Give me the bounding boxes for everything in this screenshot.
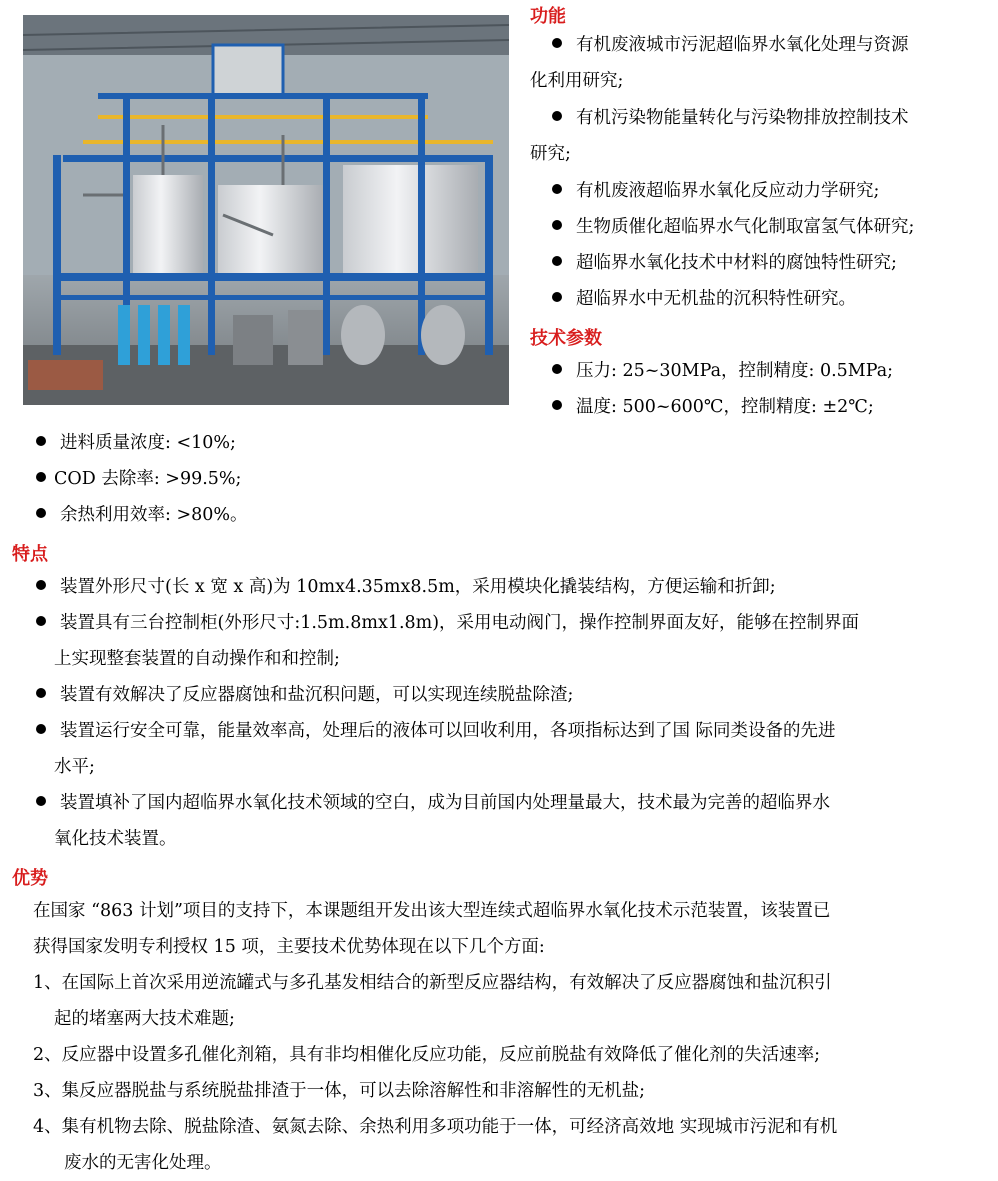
numbered-item-continuation: 废水的无害化处理。 — [64, 1153, 222, 1173]
section-heading-advantages: 优势 — [12, 868, 48, 889]
bullet-icon — [36, 472, 46, 482]
bullet-icon — [552, 220, 562, 230]
numbered-item: 2、反应器中设置多孔催化剂箱，具有非均相催化反应功能，反应前脱盐有效降低了催化剂的失活速率; — [33, 1045, 821, 1065]
bullet-icon — [36, 508, 46, 518]
bullet-icon — [552, 38, 562, 48]
bullet-icon — [36, 796, 46, 806]
bullet-icon — [552, 364, 562, 374]
list-item: 装置有效解决了反应器腐蚀和盐沉积问题，可以实现连续脱盐除渣; — [36, 678, 573, 713]
list-item: 装置运行安全可靠，能量效率高，处理后的液体可以回收利用，各项指标达到了国 际同类设备的先进 — [36, 714, 836, 749]
list-item: 温度: 500~600℃，控制精度: ±2℃; — [552, 390, 874, 425]
bullet-icon — [36, 688, 46, 698]
list-item: 有机污染物能量转化与污染物排放控制技术 — [552, 101, 909, 136]
bullet-icon — [552, 292, 562, 302]
list-item: 超临界水氧化技术中材料的腐蚀特性研究; — [552, 246, 897, 281]
paragraph-line: 在国家 “863 计划”项目的支持下，本课题组开发出该大型连续式超临界水氧化技术示范装置，该装置已 — [33, 901, 831, 921]
list-item: 超临界水中无机盐的沉积特性研究。 — [552, 282, 856, 317]
list-item: 装置外形尺寸(长 x 宽 x 高)为 10mx4.35mx8.5m，采用模块化撬装结构，方便运输和折卸; — [36, 570, 776, 605]
numbered-item: 3、集反应器脱盐与系统脱盐排渣于一体，可以去除溶解性和非溶解性的无机盐; — [33, 1081, 646, 1101]
list-item-continuation: 水平; — [54, 757, 95, 777]
bullet-icon — [36, 724, 46, 734]
bullet-icon — [552, 184, 562, 194]
list-item: 生物质催化超临界水气化制取富氢气体研究; — [552, 210, 914, 245]
list-item-continuation: 研究; — [530, 144, 571, 164]
section-heading-params: 技术参数 — [530, 328, 602, 349]
bullet-icon — [552, 400, 562, 410]
list-item: 有机废液城市污泥超临界水氧化处理与资源 — [552, 28, 909, 63]
bullet-icon — [36, 436, 46, 446]
list-item: 进料质量浓度: <10%; — [36, 426, 236, 461]
list-item: 余热利用效率: >80%。 — [36, 498, 248, 533]
numbered-item: 4、集有机物去除、脱盐除渣、氨氮去除、余热利用多项功能于一体，可经济高效地 实现城市污泥和有机 — [33, 1117, 838, 1137]
list-item-continuation: 化利用研究; — [530, 71, 624, 91]
paragraph-line: 获得国家发明专利授权 15 项，主要技术优势体现在以下几个方面: — [33, 937, 545, 957]
list-item: 压力: 25~30MPa，控制精度: 0.5MPa; — [552, 354, 893, 389]
bullet-icon — [552, 256, 562, 266]
numbered-item-continuation: 起的堵塞两大技术难题; — [54, 1009, 235, 1029]
numbered-item: 1、在国际上首次采用逆流罐式与多孔基发相结合的新型反应器结构，有效解决了反应器腐蚀和盐沉积引 — [33, 973, 832, 993]
section-heading-features: 特点 — [12, 544, 48, 565]
list-item-continuation: 上实现整套装置的自动操作和和控制; — [54, 649, 340, 669]
list-item: 有机废液超临界水氧化反应动力学研究; — [552, 174, 879, 209]
list-item-continuation: 氧化技术装置。 — [54, 829, 177, 849]
bullet-icon — [552, 111, 562, 121]
list-item: 装置具有三台控制柜(外形尺寸:1.5m.8mx1.8m)，采用电动阀门，操作控制界面友好，能够在控制界面 — [36, 606, 859, 641]
section-heading-function: 功能 — [530, 6, 566, 27]
list-item: COD 去除率: >99.5%; — [36, 462, 241, 497]
bullet-icon — [36, 616, 46, 626]
bullet-icon — [36, 580, 46, 590]
list-item: 装置填补了国内超临界水氧化技术领域的空白，成为目前国内处理量最大，技术最为完善的超临界水 — [36, 786, 830, 821]
equipment-photo — [23, 15, 509, 405]
